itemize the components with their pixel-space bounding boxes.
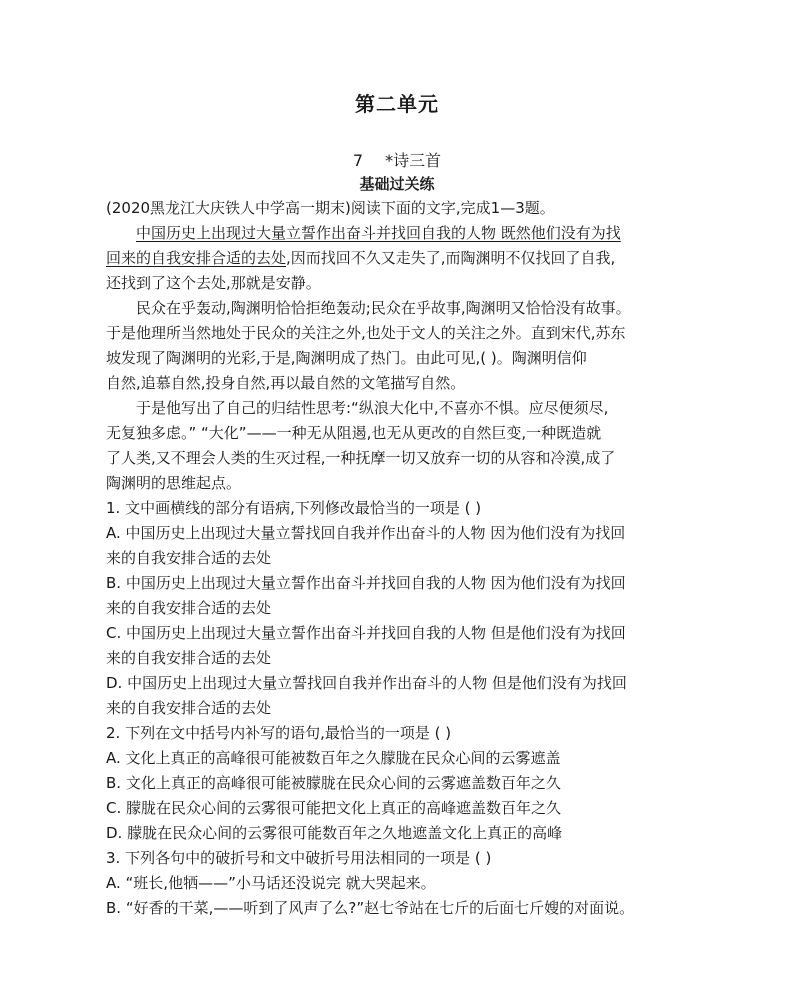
passage-line: 中国历史上出现过大量立誓作出奋斗并找回自我的人物 既然他们没有为找	[136, 224, 621, 242]
passage-line: 民众在乎轰动,陶渊明恰恰拒绝轰动;民众在乎故事,陶渊明又恰恰没有故事。	[136, 299, 631, 317]
question-3: 3. 下列各句中的破折号和文中破折号用法相同的一项是 ( )	[106, 849, 492, 867]
passage-line	[106, 248, 615, 268]
option-line: 来的自我安排合适的去处	[106, 599, 272, 617]
lesson-title: *诗三首	[385, 151, 442, 170]
option-line: D. 中国历史上出现过大量立誓找回自我并作出奋斗的人物 但是他们没有为找回	[106, 674, 627, 692]
option-line: B. 中国历史上出现过大量立誓作出奋斗并找回自我的人物 因为他们没有为找回	[106, 574, 626, 592]
passage-line: 自然,追慕自然,投身自然,再以最自然的文笔描写自然。	[106, 374, 466, 392]
lesson-heading	[0, 148, 794, 171]
option-line: C. 中国历史上出现过大量立誓作出奋斗并找回自我的人物 但是他们没有为找回	[106, 624, 626, 642]
section-title: 基础过关练	[359, 175, 435, 193]
passage-line: 于是他写出了自己的归结性思考:“纵浪大化中,不喜亦不惧。应尽便须尽,	[136, 399, 609, 417]
option-line: B. “好香的干菜,——听到了风声了么?”赵七爷站在七斤的后面七斤嫂的对面说。	[106, 899, 635, 917]
option-line: D. 朦胧在民众心间的云雾很可能数百年之久地遮盖文化上真正的高峰	[106, 824, 563, 842]
question-1: 1. 文中画横线的部分有语病,下列修改最恰当的一项是 ( )	[106, 499, 482, 517]
option-line: A. 文化上真正的高峰很可能被数百年之久朦胧在民众心间的云雾遮盖	[106, 749, 561, 767]
option-line: 来的自我安排合适的去处	[106, 699, 272, 717]
source-note: (2020黑龙江大庆铁人中学高一期末)阅读下面的文字,完成1—3题。	[106, 199, 555, 217]
passage-line: 陶渊明的思维起点。	[106, 474, 242, 492]
passage-line: 无复独多虑。” “大化”——一种无从阻遏,也无从更改的自然巨变,一种既造就	[106, 424, 602, 442]
lesson-number: 7	[352, 151, 364, 170]
underlined-text: 回来的自我安排合适的去处	[106, 249, 287, 267]
option-line: A. “班长,他牺——”小马话还没说完 就大哭起来。	[106, 874, 436, 892]
passage-line: 了人类,又不理会人类的生灭过程,一种抚摩一切又放弃一切的从容和冷漠,成了	[106, 449, 616, 467]
option-line: B. 文化上真正的高峰很可能被朦胧在民众心间的云雾遮盖数百年之久	[106, 774, 561, 792]
unit-title: 第二单元	[355, 92, 439, 116]
option-line: 来的自我安排合适的去处	[106, 549, 272, 567]
passage-line: 坡发现了陶渊明的光彩,于是,陶渊明成了热门。由此可见,( )。陶渊明信仰	[106, 349, 587, 367]
option-line: A. 中国历史上出现过大量立誓找回自我并作出奋斗的人物 因为他们没有为找回	[106, 524, 626, 542]
question-2: 2. 下列在文中括号内补写的语句,最恰当的一项是 ( )	[106, 724, 452, 742]
option-line: 来的自我安排合适的去处	[106, 649, 272, 667]
passage-line: 于是他理所当然地处于民众的关注之外,也处于文人的关注之外。直到宋代,苏东	[106, 324, 626, 342]
option-line: C. 朦胧在民众心间的云雾很可能把文化上真正的高峰遮盖数百年之久	[106, 799, 562, 817]
passage-text: ,因而找回不久又走失了,而陶渊明不仅找回了自我,	[286, 249, 616, 267]
passage-line: 还找到了这个去处,那就是安静。	[106, 274, 321, 292]
